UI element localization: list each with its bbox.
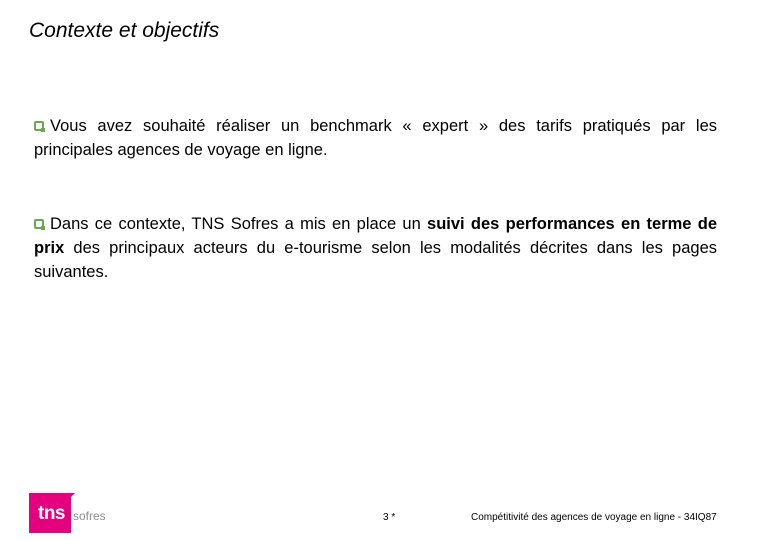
footer-text: Compétitivité des agences de voyage en ligne - 34IQ87	[471, 512, 717, 523]
page-number: 3 *	[383, 512, 396, 523]
logo-box	[29, 493, 71, 533]
logo-sofres-text: sofres	[73, 509, 106, 523]
checkbox-bullet-icon	[34, 121, 44, 131]
paragraph-objectives	[34, 212, 717, 284]
tns-sofres-logo	[29, 493, 113, 533]
paragraph-objectives-bold: suivi des performances en terme de prix	[34, 215, 718, 257]
logo-tns-text: tns	[38, 503, 65, 524]
checkbox-bullet-icon	[34, 219, 44, 229]
paragraph-context	[34, 114, 717, 162]
paragraph-context-text: Vous avez souhaité réaliser un benchmark « expert » des tarifs pratiqués par les principales agences de voyage en ligne.	[34, 117, 717, 159]
slide-title: Contexte et objectifs	[29, 19, 220, 42]
paragraph-objectives-text-b: des principaux acteurs du e-tourisme selon les modalités décrites dans les pages suivantes.	[34, 239, 717, 281]
paragraph-objectives-text-a: Dans ce contexte, TNS Sofres a mis en place un	[50, 215, 428, 233]
